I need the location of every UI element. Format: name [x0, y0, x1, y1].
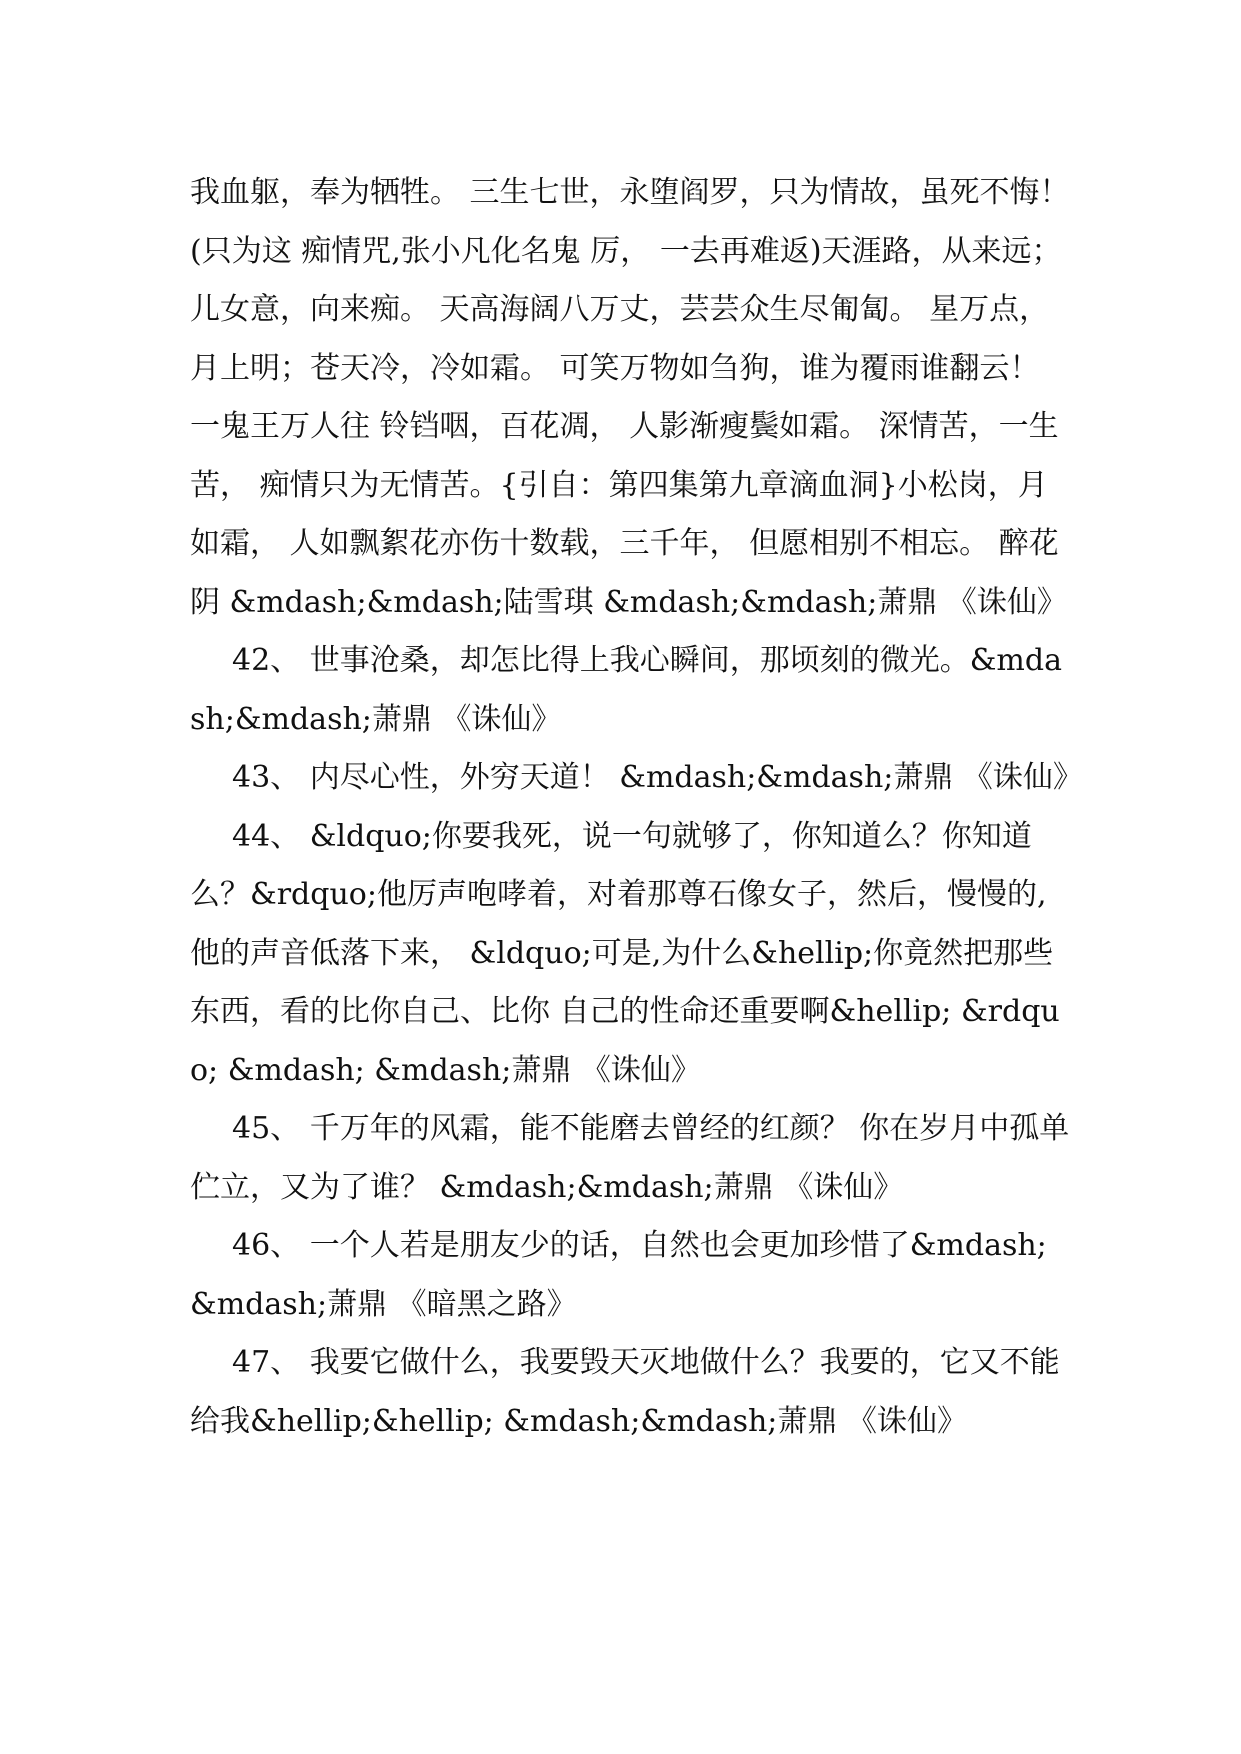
document-page — [190, 164, 1083, 1451]
paragraph-item-44: 44、 &ldquo;你要我死，说一句就够了，你知道么？你知道么？&rdquo;他厉声咆哮着，对着那尊石像女子，然后，慢慢的,他的声音低落下来， &ldquo;可是,为什么&hellip;你竟然把那些东西，看的比你自己、比你 自己的性命还重要啊&hellip; &rdquo; &mdash; &mdash;萧鼎 《诛仙》 — [190, 818, 1060, 1088]
paragraph-item-42: 42、 世事沧桑，却怎比得上我心瞬间，那顷刻的微光。&mdash;&mdash;萧鼎 《诛仙》 — [190, 643, 1062, 737]
paragraph-item-46: 46、 一个人若是朋友少的话，自然也会更加珍惜了&mdash;&mdash;萧鼎 《暗黑之路》 — [190, 1228, 1047, 1322]
paragraph-item-43: 43、 内尽心性，外穷天道！ &mdash;&mdash;萧鼎 《诛仙》 — [232, 760, 1083, 795]
paragraph-item-47: 47、 我要它做什么，我要毁天灭地做什么？我要的，它又不能给我&hellip;&hellip; &mdash;&mdash;萧鼎 《诛仙》 — [190, 1345, 1060, 1439]
paragraph-continued: 我血躯，奉为牺牲。 三生七世，永堕阎罗，只为情故，虽死不悔！(只为这 痴情咒,张小凡化名鬼 厉， 一去再难返)天涯路，从来远；儿女意，向来痴。 天高海阔八万丈，芸芸众生尽匍匐。 星万点，月上明；苍天冷，冷如霜。 可笑万物如刍狗，谁为覆雨谁翻云！ 一鬼王万人往 铃铛咽，百花凋， 人影渐瘦鬓如霜。 深情苦，一生苦， 痴情只为无情苦。{引自：第四集第九章滴血洞}小松岗，月如霜， 人如飘絮花亦伤十数载，三千年， 但愿相别不相忘。 醉花阴 &mdash;&mdash;陆雪琪 &mdash;&mdash;萧鼎 《诛仙》 — [190, 175, 1070, 620]
paragraph-item-45: 45、 千万年的风霜，能不能磨去曾经的红颜？ 你在岁月中孤单伫立，又为了谁？ &mdash;&mdash;萧鼎 《诛仙》 — [190, 1111, 1070, 1205]
